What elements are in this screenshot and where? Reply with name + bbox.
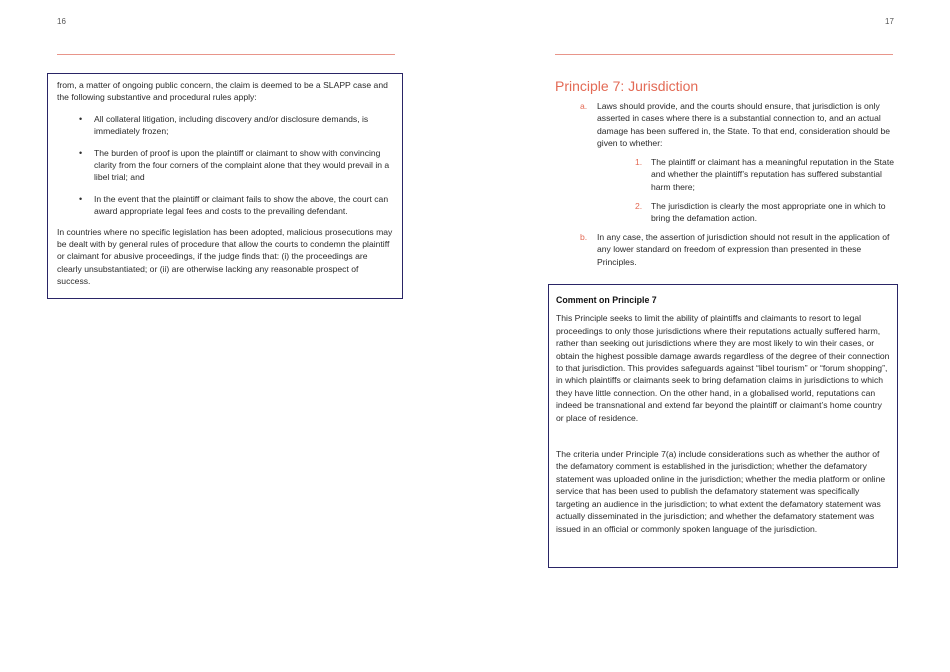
list-item	[57, 113, 394, 138]
page-number-right: 17	[885, 17, 894, 26]
item-marker: 2.	[635, 201, 643, 211]
item-text: Laws should provide, and the courts should ensure, that jurisdiction is only asserted in cases where there is a substantial connection to, and an actual damage has been suffered in, the State. To that end, consideration should be given to whether:	[597, 101, 891, 149]
principle-subitem-2	[635, 200, 897, 225]
item-marker: b.	[580, 232, 588, 242]
slapp-rules-box	[47, 73, 403, 299]
comment-paragraph: The criteria under Principle 7(a) include considerations such as whether the author of the defamatory comment is established in the jurisdiction; whether the defamatory statement was uploaded online in the jurisdiction; whether the media platform or online service that has been used to publish the defamatory statement was specifically targeting an audience in the jurisdiction; to what extent the defamatory statement was actually disseminated in the jurisdiction; and whether the defamatory statement was issued in an official or commonly spoken language of the jurisdiction.	[556, 449, 886, 534]
item-marker: 1.	[635, 157, 643, 167]
list-item	[57, 193, 394, 218]
header-rule-left	[57, 54, 395, 55]
item-marker: a.	[580, 101, 588, 111]
comment-box	[548, 284, 898, 568]
item-text: In any case, the assertion of jurisdiction should not result in the application of any lower standard on freedom of expression than presented in these Principles.	[597, 232, 890, 267]
list-item	[57, 147, 394, 184]
list-item-text: In the event that the plaintiff or claimant fails to show the above, the court can award appropriate legal fees and costs to the prevailing defendant.	[94, 193, 389, 217]
bullet-icon: •	[79, 193, 83, 204]
list-item-text: The burden of proof is upon the plaintiff or claimant to show with convincing clarity from the four corners of the complaint alone that they would prevail in a libel trial; and	[94, 147, 390, 183]
comment-title: Comment on Principle 7	[556, 295, 657, 305]
bullet-icon: •	[79, 147, 83, 158]
page-number-left: 16	[57, 17, 66, 26]
principle-subitem-1	[635, 156, 897, 193]
principle-heading: Principle 7: Jurisdiction	[555, 78, 699, 94]
malicious-prosecution-paragraph: In countries where no specific legislation has been adopted, malicious prosecutions may be dealt with by general rules of procedure that allow the courts to condemn the plaintiff or claimant for abusive proceedings, if the judge finds that: (i) the proceedings are clearly unsubstantiated; or (ii) are otherwise lacking any reasonable prospect of success.	[57, 226, 393, 287]
bullet-icon: •	[79, 113, 83, 124]
slapp-intro-paragraph: from, a matter of ongoing public concern, the claim is deemed to be a SLAPP case and the following substantive and procedural rules apply:	[57, 80, 388, 103]
header-rule-right	[555, 54, 893, 55]
principle-item-a	[580, 100, 900, 150]
comment-paragraph: This Principle seeks to limit the ability of plaintiffs and claimants to resort to legal proceedings to only those jurisdictions where their reputations actually suffered harm, rather than seeking out jurisdictions where they are most likely to win their cases, or obtain the highest possible damage awards regardless of the degree of their connection to that jurisdiction. This provides safeguards against “libel tourism” or “forum shopping”, in which plaintiffs or claimants seek to bring defamation claims in jurisdictions to which they have little connection. On the other hand, in a globalised world, reputations can indeed be transnational and extend far beyond the plaintiff or claimant’s home country or place of residence.	[556, 313, 890, 423]
item-text: The plaintiff or claimant has a meaningful reputation in the State and whether the plaintiff’s reputation has suffered substantial harm there;	[651, 157, 894, 192]
list-item-text: All collateral litigation, including discovery and/or disclosure demands, is immediately frozen;	[94, 113, 369, 137]
slapp-rules-list	[57, 113, 394, 218]
principle-item-b	[580, 231, 900, 268]
item-text: The jurisdiction is clearly the most appropriate one in which to bring the defamation action.	[651, 201, 886, 224]
